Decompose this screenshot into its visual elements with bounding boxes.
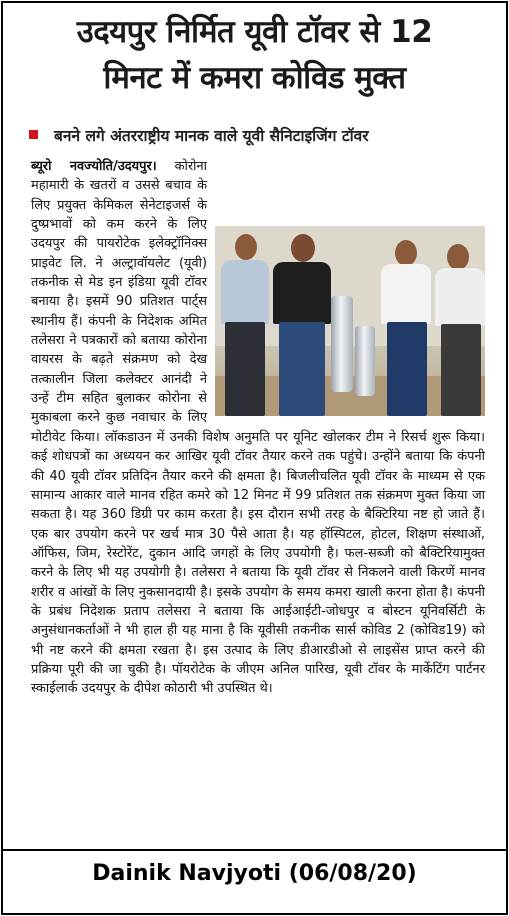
person-legs [387, 322, 427, 416]
headline-line-1: उदयपुर निर्मित यूवी टॉवर से 12 [76, 14, 433, 50]
person-torso [273, 262, 331, 324]
footer-divider [3, 849, 506, 851]
person-legs [225, 322, 265, 416]
headline-line-2: मिनट में कमरा कोविड मुक्त [103, 60, 406, 96]
clipping-frame [1, 1, 508, 915]
byline: ब्यूरो नवज्योति/उदयपुर। [31, 159, 157, 174]
person-torso [435, 268, 485, 326]
person-legs [279, 322, 325, 416]
article-body [31, 157, 485, 699]
person-head [395, 240, 417, 266]
source-credit: Dainik Navjyoti (06/08/20) [92, 861, 417, 886]
person-torso [381, 264, 431, 324]
subheadline [29, 124, 500, 146]
uv-tower-icon [331, 296, 353, 392]
headline [3, 9, 506, 101]
person-head [235, 234, 257, 260]
article-text: कोरोना महामारी के खतरों व उससे बचाव के लिए प्रयुक्त केमिकल सेनेटाइजर्स के दुष्प्रभावों को कम करने के लिए उदयपुर की पायरोटेक इलेक्ट्रॉनिक्स प्राइवेट लि. ने अल्ट्रावॉयलेट (यूवी) तकनीक से मेड इन इंडिया यूवी टॉवर बनाया है। इसमें 90 प्रतिशत पार्ट्स स्थानीय हैं। कंपनी के निदेशक अमित तलेसरा ने पत्रकारों को बताया कोरोना वायरस के बढ़ते संक्रमण को देख तत्कालीन जिला कलेक्टर आनंदी ने उन्हें टीम सहित बुलाकर कोरोना से मुकाबला करने कुछ नवाचार के लिए मोटीवेट किया। लॉकडाउन में उनकी विशेष अनुमति पर यूनिट खोलकर टीम ने रिसर्च शुरू किया। कई शोधपत्रों का अध्ययन कर आखिर यूवी टॉवर तैयार करने तक पहुंचे। उन्होंने बताया कि कंपनी की 40 यूवी टॉवर प्रतिदिन तैयार करने की क्षमता है। बिजलीचलित यूवी टॉवर के माध्यम से एक सामान्य आकार वाले मानव रहित कमरे को 12 मिनट में 99 प्रतिशत तक संक्रमण मुक्त किया जा सकता है। यह 360 डिग्री पर काम करता है। इस दौरान सभी तरह के बैक्टिरिया नष्ट हो जाते हैं। एक बार उपयोग करने पर खर्च मात्र 30 पैसे आता है। यह हॉस्पिटल, होटल, शिक्षण संस्थाओं, ऑफिस, जिम, रेस्टोरेंट, दुकान आदि जगहों के लिए उपयोगी है। फल-सब्जी को बैक्टिरियामुक्त करने के लिए भी यह उपयोगी है। तलेसरा ने बताया कि यूवी टॉवर से निकलने वाली किरणें मानव शरीर व आंखों के लिए नुकसानदायी है। इसके उपयोग के समय कमरा खाली करना होता है। कंपनी के प्रबंध निदेशक प्रताप तलेसरा ने बताया कि आईआईटी-जोधपुर व बोस्टन यूनिवर्सिटी के अनुसंधानकर्ताओं ने भी हाल ही यह माना है कि यूवीसी तकनीक सार्स कोविड 2 (कोविड19) को भी नष्ट करने की क्षमता रखता है। इस उत्पाद के लिए डीआरडीओ से लाइसेंस प्राप्त करने की प्रक्रिया पूरी की जा चुकी है। पॉयरोटेक के जीएम अनिल पारिख, यूवी टॉवर के मार्केटिंग पार्टनर स्काईलार्क उदयपुर के दीपेश कोठारी भी उपस्थित थे। [31, 159, 485, 697]
article-photo [215, 226, 485, 416]
subheadline-text: बनने लगे अंतरराष्ट्रीय मानक वाले यूवी सैनिटाइजिंग टॉवर [54, 127, 369, 145]
person-torso [221, 260, 269, 324]
uv-tower-icon [355, 326, 375, 396]
red-square-bullet-icon [29, 130, 38, 139]
person-legs [441, 324, 481, 416]
person-head [447, 244, 469, 270]
person-head [291, 234, 315, 262]
